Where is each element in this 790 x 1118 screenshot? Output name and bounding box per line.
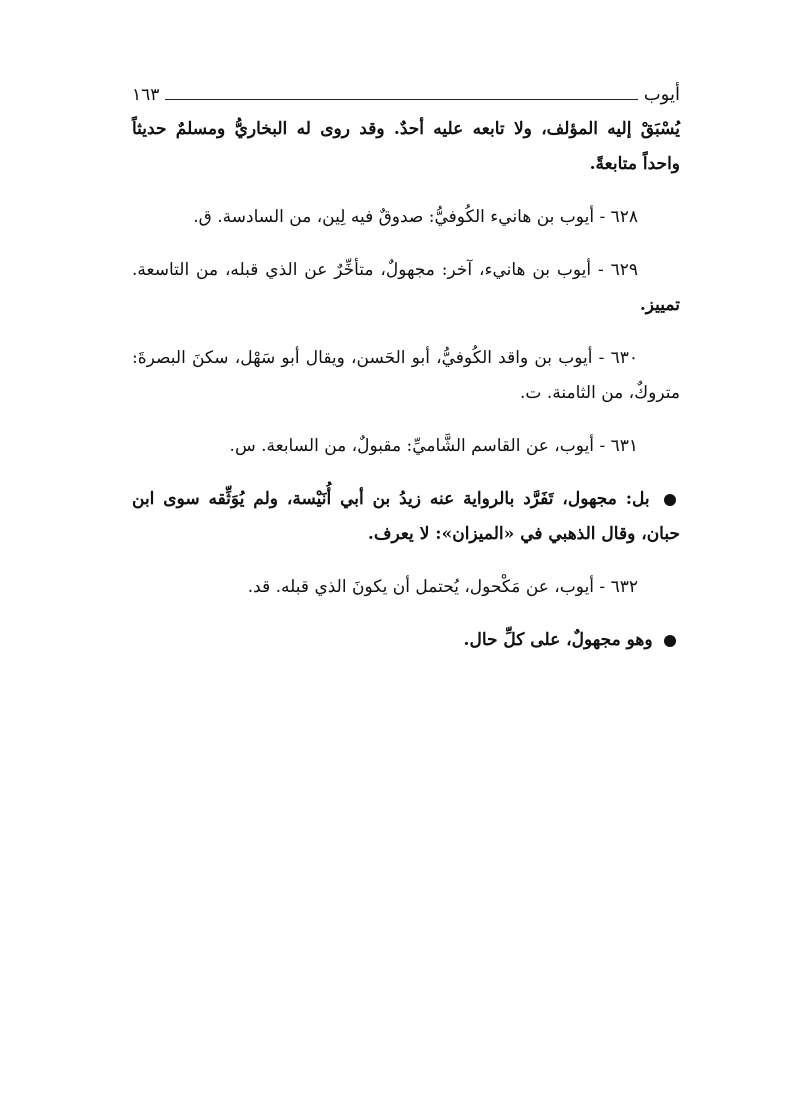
entry-632 [132, 570, 680, 605]
entry-628 [132, 200, 680, 235]
entry-630-text: ٦٣٠ - أيوب بن واقد الكُوفيُّ، أبو الحَسن، ويقال أبو سَهْل، سكنَ البصرةَ: متروكٌ، من الثامنة. ت. [132, 348, 680, 403]
header-rule [165, 99, 637, 100]
bullet-icon [664, 494, 676, 506]
running-header [132, 78, 680, 104]
entry-631 [132, 429, 680, 464]
entry-629-text: ٦٢٩ - أيوب بن هانيء، آخر: مجهولٌ، متأخِّرٌ عن الذي قبله، من التاسعة. [132, 260, 638, 280]
continuation-text: يُسْبَقْ إليه المؤلف، ولا تابعه عليه أحدٌ. وقد روى له البخاريُّ ومسلمٌ حديثاً واحداً متابعةً. [132, 119, 680, 174]
continuation-paragraph [132, 112, 680, 182]
running-title: أيوب [643, 84, 680, 105]
bullet-icon [664, 635, 676, 647]
entry-628-text: ٦٢٨ - أيوب بن هانيء الكُوفيُّ: صدوقٌ فيه لِين، من السادسة. ق. [193, 207, 638, 227]
editor-note-2-text: وهو مجهولٌ، على كلِّ حال. [463, 630, 653, 650]
entry-630 [132, 341, 680, 411]
editor-note-2 [132, 623, 680, 658]
page-number: ١٦٣ [132, 85, 160, 105]
entry-631-text: ٦٣١ - أيوب، عن القاسم الشَّاميِّ: مقبولٌ، من السابعة. س. [229, 436, 638, 456]
entry-632-text: ٦٣٢ - أيوب، عن مَكْحول، يُحتمل أن يكونَ الذي قبله. قد. [247, 577, 638, 597]
editor-note-1 [132, 482, 680, 552]
entry-629-tail: تمييز. [639, 295, 680, 315]
document-page [132, 78, 680, 676]
editor-note-1-text: بل: مجهول، تَفَرَّد بالرواية عنه زيدُ بن أبي أُنَيْسة، ولم يُوَثِّقه سوى ابن حبان، وقال الذهبي في «الميزان»: لا يعرف. [132, 489, 680, 544]
entry-629 [132, 253, 680, 323]
